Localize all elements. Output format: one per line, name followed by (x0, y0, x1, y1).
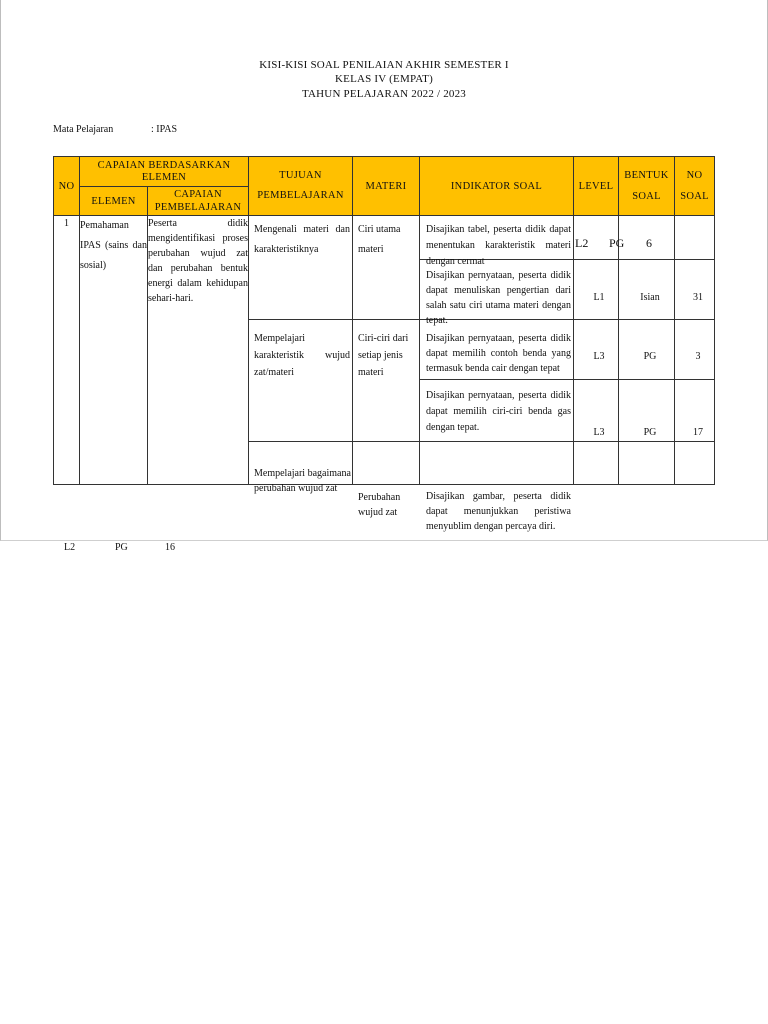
no-soal-1: 6 (646, 236, 652, 250)
indikator-cell-5 (420, 442, 574, 485)
header-indikator: INDIKATOR SOAL (420, 157, 574, 216)
level-5: L2 (64, 542, 76, 553)
tujuan-2: Mempelajari karakteristik wujud zat/materi (254, 333, 350, 378)
level-3: L3 (593, 351, 605, 362)
indikator-2: Disajikan pernyataan, peserta didik dapat menuliskan pengertian dari salah satu ciri utama materi dengan tepat. (426, 270, 571, 326)
subject-value: : IPAS (151, 124, 178, 135)
indikator-5: Disajikan gambar, peserta didik dapat menunjukkan peristiwa menyublim dengan percaya diri. (426, 491, 571, 532)
header-no-soal: NO SOAL (675, 157, 715, 216)
no-soal-2: 31 (693, 292, 703, 303)
level-4: L3 (593, 427, 605, 438)
indikator-3: Disajikan pernyataan, peserta didik dapat memilih contoh benda yang termasuk benda cair dengan tepat (426, 333, 571, 374)
no-soal-4: 17 (693, 427, 703, 438)
header-tujuan: TUJUAN PEMBELAJARAN (249, 157, 353, 216)
doc-title: KISI-KISI SOAL PENILAIAN AKHIR SEMESTER I (259, 59, 509, 71)
level-cell-2 (574, 260, 619, 320)
header-bentuk: BENTUK SOAL (619, 157, 675, 216)
doc-class: KELAS IV (EMPAT) (335, 73, 433, 85)
nosoal-cell-2 (675, 260, 715, 320)
tujuan-1: Mengenali materi dan karakteristiknya (254, 224, 350, 255)
bentuk-5: PG (115, 542, 128, 553)
level-2: L1 (593, 292, 605, 303)
indikator-1: Disajikan tabel, peserta didik dapat menentukan karakteristik materi dengan cermat (426, 224, 571, 267)
row-capaian: Peserta didik mengidentifikasi proses perubahan wujud zat dan perubahan bentuk energi dalam kehidupan sehari-hari. (148, 216, 249, 485)
bentuk-3: PG (643, 351, 657, 362)
bentuk-cell-5 (619, 442, 675, 485)
header-elemen: ELEMEN (80, 187, 148, 216)
bentuk-4: PG (643, 427, 657, 438)
level-1: L2 (575, 236, 589, 250)
materi-cell-3 (353, 442, 420, 485)
header-capaian-group: CAPAIAN BERDASARKAN ELEMEN (80, 157, 249, 187)
bentuk-2: Isian (640, 292, 660, 303)
level-cell-5 (574, 442, 619, 485)
materi-1: Ciri utama materi (358, 224, 401, 255)
no-soal-5: 16 (165, 542, 175, 553)
tujuan-3: Mempelajari bagaimana perubahan wujud zat (254, 468, 351, 494)
header-level: LEVEL (574, 157, 619, 216)
nosoal-cell-5 (675, 442, 715, 485)
row-no: 1 (54, 216, 80, 485)
nosoal-cell-1 (675, 216, 715, 260)
indikator-4: Disajikan pernyataan, peserta didik dapat memilih ciri-ciri benda gas dengan tepat. (426, 390, 571, 433)
row-elemen: Pemahaman IPAS (sains dan sosial) (80, 216, 148, 485)
no-soal-3: 3 (695, 351, 701, 362)
header-no: NO (54, 157, 80, 216)
header-materi: MATERI (353, 157, 420, 216)
subject-label: Mata Pelajaran (53, 124, 114, 135)
bentuk-cell-2 (619, 260, 675, 320)
materi-3: Perubahan wujud zat (358, 492, 401, 518)
doc-year: TAHUN PELAJARAN 2022 / 2023 (301, 88, 467, 100)
bentuk-1: PG (609, 236, 625, 250)
materi-2: Ciri-ciri dari setiap jenis materi (358, 333, 409, 378)
header-capaian-pembelajaran: CAPAIAN PEMBELAJARAN (148, 187, 249, 216)
